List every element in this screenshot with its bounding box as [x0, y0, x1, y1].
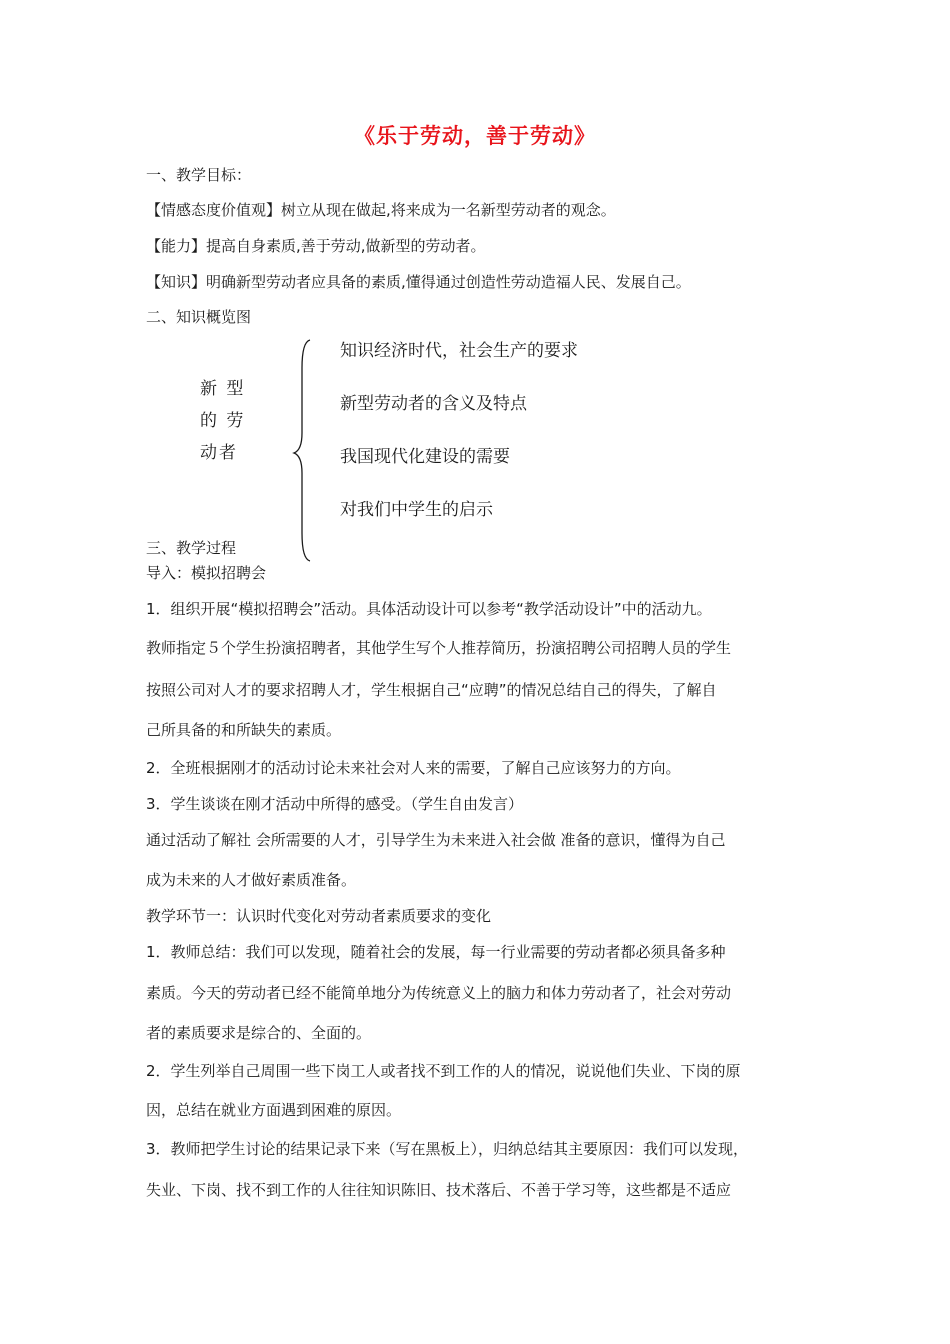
paragraph-line: 1．教师总结：我们可以发现，随着社会的发展，每一行业需要的劳动者都必须具备多种 [146, 943, 726, 961]
diagram-item: 我国现代化建设的需要 [340, 447, 510, 467]
paragraph-line: 己所具备的和所缺失的素质。 [146, 721, 342, 739]
paragraph-line: 通过活动了解社 会所需要的人才，引导学生为未来进入社会做 准备的意识，懂得为自己 [146, 831, 726, 849]
diagram-item: 新型劳动者的含义及特点 [340, 394, 527, 414]
goal-emotion: 【情感态度价值观】树立从现在做起,将来成为一名新型劳动者的观念。 [146, 201, 616, 219]
diagram-root-label-line3: 动者 [200, 443, 238, 463]
diagram-root-label-line2: 的 劳 [200, 411, 246, 431]
paragraph-line: 1．组织开展“模拟招聘会”活动。具体活动设计可以参考“教学活动设计”中的活动九。 [146, 600, 712, 618]
page-title: 《乐于劳动，善于劳动》 [354, 124, 596, 148]
section-heading-process: 三、教学过程 [146, 539, 237, 557]
paragraph-line: 按照公司对人才的要求招聘人才，学生根据自己“应聘”的情况总结自己的得失，了解自 [146, 681, 717, 699]
paragraph-line: 因，总结在就业方面遇到困难的原因。 [146, 1101, 402, 1119]
brace-icon [290, 338, 320, 563]
paragraph-line: 2．全班根据刚才的活动讨论未来社会对人来的需要，了解自己应该努力的方向。 [146, 759, 681, 777]
paragraph-line: 素质。今天的劳动者已经不能简单地分为传统意义上的脑力和体力劳动者了，社会对劳动 [146, 984, 732, 1002]
section-heading-goals: 一、教学目标： [146, 166, 252, 184]
goal-ability: 【能力】提高自身素质,善于劳动,做新型的劳动者。 [146, 237, 486, 255]
paragraph-line: 成为未来的人才做好素质准备。 [146, 871, 357, 889]
section-heading-link1: 教学环节一：认识时代变化对劳动者素质要求的变化 [146, 907, 492, 925]
section-heading-overview: 二、知识概览图 [146, 308, 252, 326]
diagram-root-label-line1: 新 型 [200, 379, 246, 399]
paragraph-line: 3．教师把学生讨论的结果记录下来（写在黑板上），归纳总结其主要原因：我们可以发现， [146, 1140, 749, 1158]
diagram-item: 知识经济时代，社会生产的要求 [340, 341, 578, 361]
intro-line: 导入：模拟招聘会 [146, 564, 267, 582]
diagram-item: 对我们中学生的启示 [340, 500, 493, 520]
paragraph-line: 3．学生谈谈在刚才活动中所得的感受。（学生自由发言） [146, 795, 524, 813]
paragraph-line: 失业、下岗、找不到工作的人往往知识陈旧、技术落后、不善于学习等，这些都是不适应 [146, 1181, 732, 1199]
goal-knowledge: 【知识】明确新型劳动者应具备的素质,懂得通过创造性劳动造福人民、发展自己。 [146, 273, 691, 291]
paragraph-line: 2．学生列举自己周围一些下岗工人或者找不到工作的人的情况，说说他们失业、下岗的原 [146, 1062, 741, 1080]
paragraph-line: 者的素质要求是综合的、全面的。 [146, 1024, 372, 1042]
paragraph-line: 教师指定５个学生扮演招聘者，其他学生写个人推荐简历，扮演招聘公司招聘人员的学生 [146, 639, 732, 657]
